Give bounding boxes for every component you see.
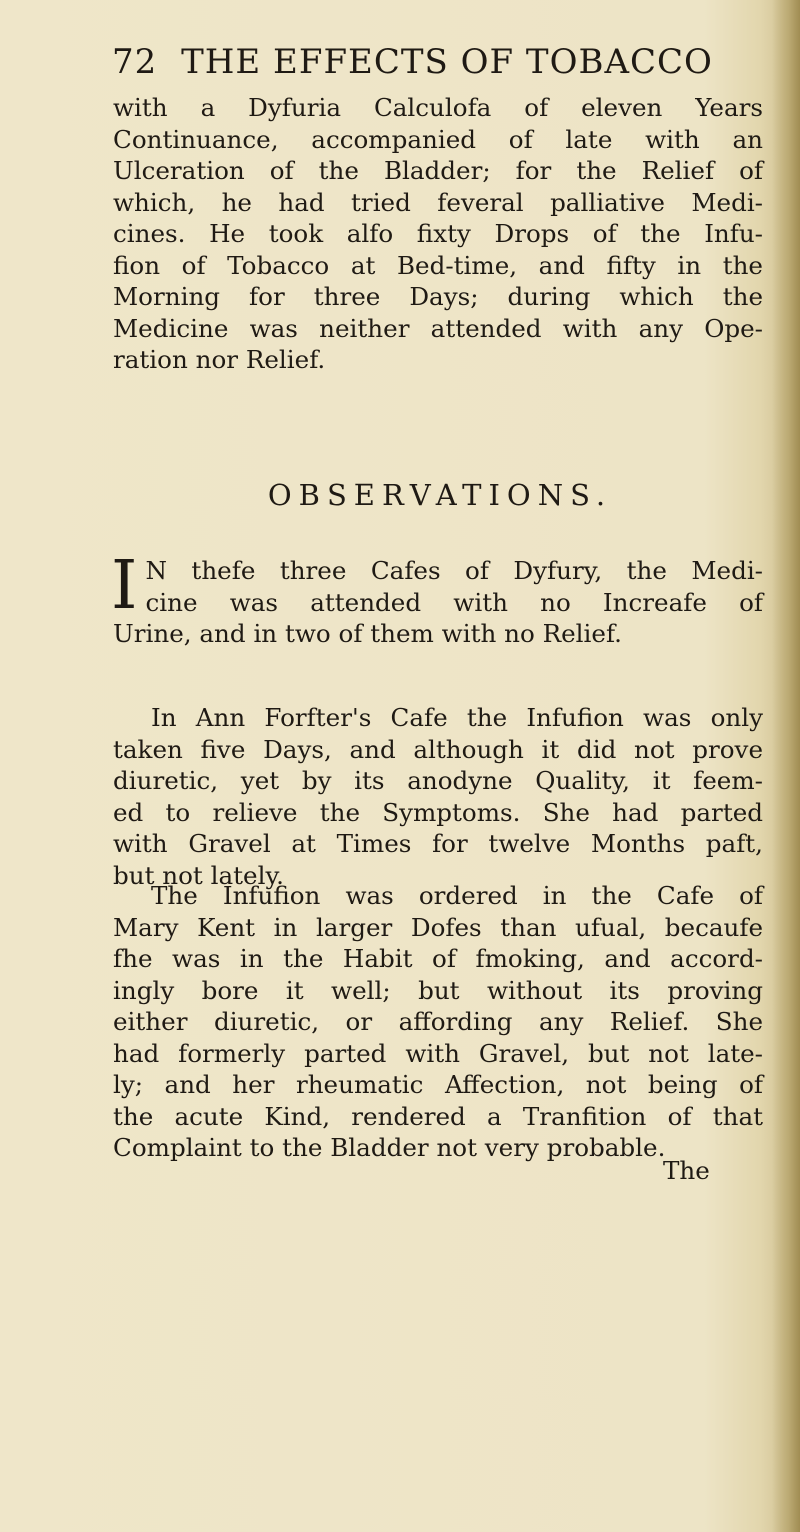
text-line: cines. He took alfo fixty Drops of the Infu- <box>113 219 763 248</box>
text-line: ed to relieve the Symptoms. She had parted <box>113 797 763 827</box>
text-line: fion of Tobacco at Bed-time, and fifty in the <box>113 250 763 280</box>
text-line: with a Dyfuria Calculofa of eleven Years <box>113 93 763 122</box>
paragraph-observations <box>111 546 763 650</box>
text-line: ration nor Relief. <box>113 345 326 374</box>
text-line: Medicine was neither attended with any Ope- <box>113 313 763 343</box>
text-line: cine was attended with no Increafe of <box>145 587 763 617</box>
page-edge-shadow <box>772 0 800 1532</box>
text-line: In Ann Forfter's Cafe the Infufion was only <box>151 703 763 732</box>
paragraph-mary-kent <box>113 880 763 1164</box>
text-line: with Gravel at Times for twelve Months paft, <box>113 829 763 858</box>
text-line: but not lately. <box>113 860 284 890</box>
text-line: diuretic, yet by its anodyne Quality, it feem- <box>113 766 763 795</box>
text-line: either diuretic, or affording any Relief. She <box>113 1007 763 1036</box>
text-line: The Infufion was ordered in the Cafe of <box>151 881 763 910</box>
text-line: Mary Kent in larger Dofes than ufual, becaufe <box>113 912 763 942</box>
text-line: N thefe three Cafes of Dyfury, the Medi- <box>145 556 763 585</box>
text-line: which, he had tried feveral palliative Medi- <box>113 187 763 217</box>
catchword: The <box>663 1156 710 1185</box>
text-line: Ulceration of the Bladder; for the Relief of <box>113 156 763 185</box>
text-line: ly; and her rheumatic Affection, not being of <box>113 1070 763 1099</box>
text-line: ingly bore it well; but without its proving <box>113 975 763 1005</box>
paragraph-ann-forster <box>113 702 763 891</box>
text-line: Urine, and in two of them with no Relief. <box>113 619 622 648</box>
text-line: had formerly parted with Gravel, but not late- <box>113 1038 763 1068</box>
text-line: fhe was in the Habit of fmoking, and accord- <box>113 944 763 973</box>
text-line: taken five Days, and although it did not prove <box>113 734 763 764</box>
text-line: Complaint to the Bladder not very probable. <box>113 1133 666 1162</box>
running-title: THE EFFECTS OF TOBACCO <box>181 42 713 82</box>
drop-cap: I <box>111 546 138 624</box>
text-line: the acute Kind, rendered a Tranfition of that <box>113 1101 763 1131</box>
section-heading: OBSERVATIONS. <box>267 478 613 512</box>
text-line: Morning for three Days; during which the <box>113 282 763 311</box>
paragraph-case-continuation <box>113 92 763 376</box>
page-number: 72 <box>112 42 158 82</box>
text-line: Continuance, accompanied of late with an <box>113 124 763 154</box>
running-header <box>112 42 752 82</box>
